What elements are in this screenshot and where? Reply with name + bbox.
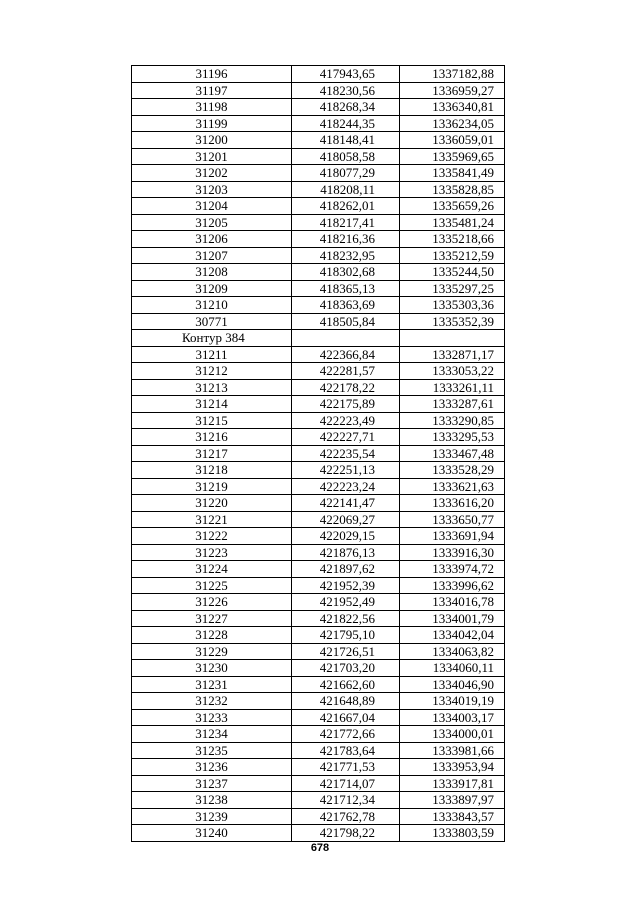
y-coordinate-cell: 1335841,49 <box>400 165 505 182</box>
point-number-cell: 31227 <box>132 610 292 627</box>
y-coordinate-cell: 1335297,25 <box>400 280 505 297</box>
point-number-cell: 31220 <box>132 495 292 512</box>
point-number-cell: 31223 <box>132 544 292 561</box>
x-coordinate-cell: 418262,01 <box>292 198 400 215</box>
point-number-cell: 31208 <box>132 264 292 281</box>
y-coordinate-cell: 1333996,62 <box>400 577 505 594</box>
table-row <box>132 148 505 165</box>
y-coordinate-cell: 1333261,11 <box>400 379 505 396</box>
table-row <box>132 660 505 677</box>
y-coordinate-cell: 1333953,94 <box>400 759 505 776</box>
y-coordinate-cell: 1333467,48 <box>400 445 505 462</box>
x-coordinate-cell: 421712,34 <box>292 792 400 809</box>
x-coordinate-cell: 418268,34 <box>292 99 400 116</box>
x-coordinate-cell: 418208,11 <box>292 181 400 198</box>
y-coordinate-cell: 1334046,90 <box>400 676 505 693</box>
point-number-cell: 31224 <box>132 561 292 578</box>
table-row <box>132 115 505 132</box>
x-coordinate-cell: 421822,56 <box>292 610 400 627</box>
y-coordinate-cell: 1335659,26 <box>400 198 505 215</box>
point-number-cell: 31199 <box>132 115 292 132</box>
point-number-cell: 31214 <box>132 396 292 413</box>
y-coordinate-cell: 1334016,78 <box>400 594 505 611</box>
point-number-cell: 31229 <box>132 643 292 660</box>
table-row <box>132 759 505 776</box>
y-coordinate-cell: 1335303,36 <box>400 297 505 314</box>
y-coordinate-cell: 1334000,01 <box>400 726 505 743</box>
table-row <box>132 742 505 759</box>
x-coordinate-cell: 421703,20 <box>292 660 400 677</box>
point-number-cell: 31197 <box>132 82 292 99</box>
point-number-cell: 31237 <box>132 775 292 792</box>
point-number-cell: 30771 <box>132 313 292 330</box>
y-coordinate-cell: 1334019,19 <box>400 693 505 710</box>
x-coordinate-cell: 418302,68 <box>292 264 400 281</box>
table-row <box>132 462 505 479</box>
x-coordinate-cell: 422235,54 <box>292 445 400 462</box>
x-coordinate-cell: 418365,13 <box>292 280 400 297</box>
table-row <box>132 429 505 446</box>
y-coordinate-cell: 1336234,05 <box>400 115 505 132</box>
x-coordinate-cell: 422251,13 <box>292 462 400 479</box>
point-number-cell: 31236 <box>132 759 292 776</box>
x-coordinate-cell: 422029,15 <box>292 528 400 545</box>
point-number-cell: 31211 <box>132 346 292 363</box>
table-row <box>132 577 505 594</box>
point-number-cell: 31198 <box>132 99 292 116</box>
x-coordinate-cell: 418244,35 <box>292 115 400 132</box>
x-coordinate-cell: 417943,65 <box>292 66 400 83</box>
table-row <box>132 775 505 792</box>
x-coordinate-cell: 421726,51 <box>292 643 400 660</box>
table-row <box>132 709 505 726</box>
table-row <box>132 726 505 743</box>
table-row <box>132 478 505 495</box>
point-number-cell: 31202 <box>132 165 292 182</box>
table-row <box>132 561 505 578</box>
table-row <box>132 643 505 660</box>
point-number-cell: 31201 <box>132 148 292 165</box>
y-coordinate-cell: 1336959,27 <box>400 82 505 99</box>
section-header-row <box>132 330 505 347</box>
x-coordinate-cell: 421771,53 <box>292 759 400 776</box>
y-coordinate-cell: 1335828,85 <box>400 181 505 198</box>
point-number-cell: 31232 <box>132 693 292 710</box>
point-number-cell: 31204 <box>132 198 292 215</box>
table-row <box>132 396 505 413</box>
table-row <box>132 247 505 264</box>
point-number-cell: 31233 <box>132 709 292 726</box>
x-coordinate-cell: 421648,89 <box>292 693 400 710</box>
x-coordinate-cell: 421783,64 <box>292 742 400 759</box>
y-coordinate-cell: 1333290,85 <box>400 412 505 429</box>
x-coordinate-cell: 418058,58 <box>292 148 400 165</box>
y-coordinate-cell: 1333897,97 <box>400 792 505 809</box>
section-title: Контур 384 <box>132 330 292 347</box>
point-number-cell: 31205 <box>132 214 292 231</box>
y-coordinate-cell: 1332871,17 <box>400 346 505 363</box>
x-coordinate-cell: 422366,84 <box>292 346 400 363</box>
x-coordinate-cell: 418148,41 <box>292 132 400 149</box>
y-coordinate-cell: 1335244,50 <box>400 264 505 281</box>
point-number-cell: 31206 <box>132 231 292 248</box>
point-number-cell: 31219 <box>132 478 292 495</box>
table-row <box>132 379 505 396</box>
coordinates-table <box>131 65 505 842</box>
table-row <box>132 132 505 149</box>
point-number-cell: 31213 <box>132 379 292 396</box>
x-coordinate-cell: 421952,49 <box>292 594 400 611</box>
x-coordinate-cell: 422141,47 <box>292 495 400 512</box>
table-row <box>132 445 505 462</box>
y-coordinate-cell: 1333974,72 <box>400 561 505 578</box>
point-number-cell: 31218 <box>132 462 292 479</box>
y-coordinate-cell: 1335352,39 <box>400 313 505 330</box>
point-number-cell: 31226 <box>132 594 292 611</box>
y-coordinate-cell: 1333287,61 <box>400 396 505 413</box>
y-coordinate-cell: 1335481,24 <box>400 214 505 231</box>
table-row <box>132 198 505 215</box>
point-number-cell: 31210 <box>132 297 292 314</box>
table-row <box>132 99 505 116</box>
y-coordinate-cell: 1334001,79 <box>400 610 505 627</box>
table-row <box>132 544 505 561</box>
x-coordinate-cell: 421795,10 <box>292 627 400 644</box>
empty-cell <box>292 330 400 347</box>
x-coordinate-cell: 421798,22 <box>292 825 400 842</box>
table-row <box>132 594 505 611</box>
x-coordinate-cell: 418217,41 <box>292 214 400 231</box>
y-coordinate-cell: 1334063,82 <box>400 643 505 660</box>
x-coordinate-cell: 421952,39 <box>292 577 400 594</box>
table-row <box>132 676 505 693</box>
point-number-cell: 31209 <box>132 280 292 297</box>
table-row <box>132 511 505 528</box>
table-row <box>132 297 505 314</box>
point-number-cell: 31215 <box>132 412 292 429</box>
y-coordinate-cell: 1333981,66 <box>400 742 505 759</box>
x-coordinate-cell: 421667,04 <box>292 709 400 726</box>
x-coordinate-cell: 422223,49 <box>292 412 400 429</box>
page-number: 678 <box>310 842 330 854</box>
table-row <box>132 231 505 248</box>
x-coordinate-cell: 422178,22 <box>292 379 400 396</box>
y-coordinate-cell: 1333621,63 <box>400 478 505 495</box>
table-row <box>132 792 505 809</box>
x-coordinate-cell: 418230,56 <box>292 82 400 99</box>
y-coordinate-cell: 1336340,81 <box>400 99 505 116</box>
y-coordinate-cell: 1333650,77 <box>400 511 505 528</box>
y-coordinate-cell: 1336059,01 <box>400 132 505 149</box>
x-coordinate-cell: 421876,13 <box>292 544 400 561</box>
y-coordinate-cell: 1337182,88 <box>400 66 505 83</box>
x-coordinate-cell: 422069,27 <box>292 511 400 528</box>
point-number-cell: 31207 <box>132 247 292 264</box>
table-row <box>132 495 505 512</box>
x-coordinate-cell: 422281,57 <box>292 363 400 380</box>
y-coordinate-cell: 1334003,17 <box>400 709 505 726</box>
table-row <box>132 825 505 842</box>
coordinates-table-body <box>132 66 505 842</box>
y-coordinate-cell: 1335212,59 <box>400 247 505 264</box>
x-coordinate-cell: 421897,62 <box>292 561 400 578</box>
x-coordinate-cell: 418077,29 <box>292 165 400 182</box>
x-coordinate-cell: 418216,36 <box>292 231 400 248</box>
y-coordinate-cell: 1333295,53 <box>400 429 505 446</box>
point-number-cell: 31221 <box>132 511 292 528</box>
x-coordinate-cell: 422175,89 <box>292 396 400 413</box>
point-number-cell: 31217 <box>132 445 292 462</box>
y-coordinate-cell: 1333616,20 <box>400 495 505 512</box>
y-coordinate-cell: 1333053,22 <box>400 363 505 380</box>
table-row <box>132 264 505 281</box>
y-coordinate-cell: 1333691,94 <box>400 528 505 545</box>
table-row <box>132 214 505 231</box>
point-number-cell: 31231 <box>132 676 292 693</box>
table-row <box>132 610 505 627</box>
y-coordinate-cell: 1333803,59 <box>400 825 505 842</box>
table-row <box>132 528 505 545</box>
table-row <box>132 280 505 297</box>
x-coordinate-cell: 422223,24 <box>292 478 400 495</box>
table-row <box>132 165 505 182</box>
table-row <box>132 693 505 710</box>
empty-cell <box>400 330 505 347</box>
table-row <box>132 363 505 380</box>
y-coordinate-cell: 1333917,81 <box>400 775 505 792</box>
point-number-cell: 31203 <box>132 181 292 198</box>
x-coordinate-cell: 421772,66 <box>292 726 400 743</box>
x-coordinate-cell: 418505,84 <box>292 313 400 330</box>
x-coordinate-cell: 421662,60 <box>292 676 400 693</box>
point-number-cell: 31225 <box>132 577 292 594</box>
table-row <box>132 627 505 644</box>
x-coordinate-cell: 422227,71 <box>292 429 400 446</box>
point-number-cell: 31238 <box>132 792 292 809</box>
point-number-cell: 31212 <box>132 363 292 380</box>
point-number-cell: 31222 <box>132 528 292 545</box>
y-coordinate-cell: 1334042,04 <box>400 627 505 644</box>
table-row <box>132 66 505 83</box>
y-coordinate-cell: 1333843,57 <box>400 808 505 825</box>
table-row <box>132 181 505 198</box>
y-coordinate-cell: 1335218,66 <box>400 231 505 248</box>
table-row <box>132 313 505 330</box>
x-coordinate-cell: 421762,78 <box>292 808 400 825</box>
point-number-cell: 31239 <box>132 808 292 825</box>
y-coordinate-cell: 1335969,65 <box>400 148 505 165</box>
table-row <box>132 412 505 429</box>
point-number-cell: 31200 <box>132 132 292 149</box>
x-coordinate-cell: 421714,07 <box>292 775 400 792</box>
point-number-cell: 31196 <box>132 66 292 83</box>
table-row <box>132 808 505 825</box>
y-coordinate-cell: 1333528,29 <box>400 462 505 479</box>
point-number-cell: 31234 <box>132 726 292 743</box>
point-number-cell: 31235 <box>132 742 292 759</box>
table-row <box>132 346 505 363</box>
y-coordinate-cell: 1333916,30 <box>400 544 505 561</box>
x-coordinate-cell: 418232,95 <box>292 247 400 264</box>
y-coordinate-cell: 1334060,11 <box>400 660 505 677</box>
x-coordinate-cell: 418363,69 <box>292 297 400 314</box>
point-number-cell: 31240 <box>132 825 292 842</box>
point-number-cell: 31228 <box>132 627 292 644</box>
table-row <box>132 82 505 99</box>
point-number-cell: 31216 <box>132 429 292 446</box>
point-number-cell: 31230 <box>132 660 292 677</box>
